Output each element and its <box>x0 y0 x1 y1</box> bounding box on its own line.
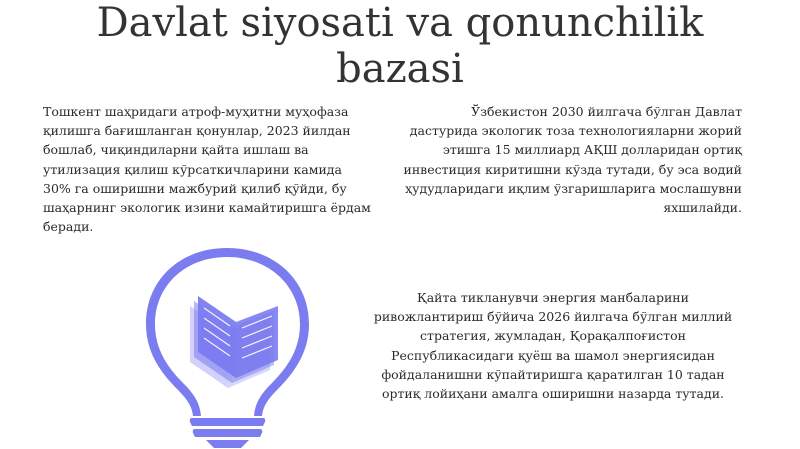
lightbulb-with-book-icon <box>140 244 315 449</box>
paragraph-left: Тошкент шаҳридаги атроф-муҳитни муҳофаза қилишга бағишланган қонунлар, 2023 йилдан бошлаб, чиқиндиларни қайта ишлаш ва утилизация қилиш кўрсаткичларини камида 30% га оширишни мажбурий қилиб қўйди, бу шаҳарнинг экологик изини камайтиришга ёрдам беради. <box>43 104 371 235</box>
slide-title: Davlat siyosati va qonunchilik bazasi <box>96 0 704 92</box>
paragraph-right: Ўзбекистон 2030 йилгача бўлган Давлат дастурида экологик тоза технологияларни жорий этишга 15 миллиард АҚШ долларидан ортиқ инвестиция киритишни кўзда тутади, бу эса водий ҳудудларидаги иқлим ўзгаришларига мослашувни яхшилайди. <box>403 104 742 216</box>
paragraph-bottom: Қайта тикланувчи энергия манбаларини ривожлантириш бўйича 2026 йилгача бўлган миллий стратегия, жумладан, Қорақалпоғистон Республикасидаги қуёш ва шамол энергиясидан фойдаланишни кўпайтиришга қаратилган 10 тадан ортиқ лойиҳани амалга оширишни назарда тутади. <box>373 290 733 402</box>
